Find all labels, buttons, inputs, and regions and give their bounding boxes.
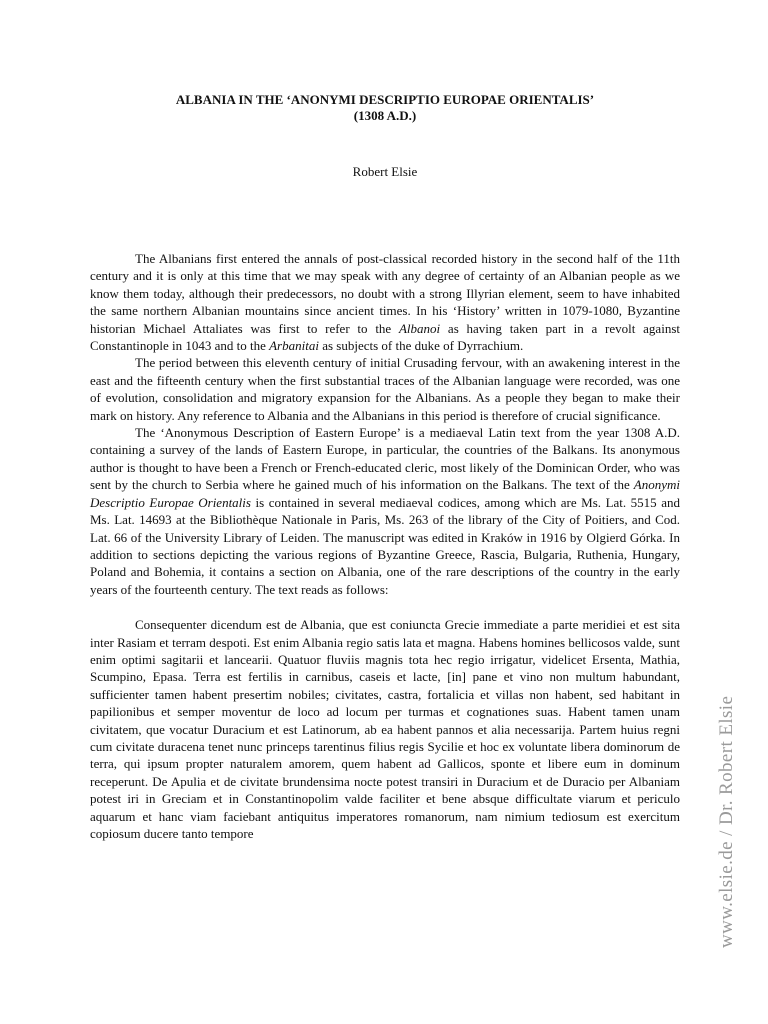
paragraph-3-text-a: The ‘Anonymous Description of Eastern Europe’ is a mediaeval Latin text from the year 1308 A.D. containing a survey of the lands of Eastern Europe, in particular, the countries of the Balkans. Its anonymous author is thought to have been a French or French-educated cleric, most likely of the Dominican Order, who was sent by the church to Serbia where he gained much of his information on the Balkans. The text of the <box>90 425 680 493</box>
paragraph-1-text-a: The Albanians first entered the annals of post-classical recorded history in the second half of the 11th century and it is only at this time that we may speak with any degree of certainty of an Albanian people as we know them today, although their predecessors, no doubt with a strong Illyrian element, seem to have inhabited the same northern Albanian mountains since ancient times. In his ‘History’ written in 1079-1080, Byzantine historian Michael Attaliates was first to refer to the <box>90 251 680 336</box>
author-name: Robert Elsie <box>352 164 418 179</box>
paragraph-1 <box>90 250 680 354</box>
paragraph-3-text-b: is contained in several mediaeval codices, among which are Ms. Lat. 5515 and Ms. Lat. 14693 at the Bibliothèque Nationale in Paris, Ms. 263 of the library of the City of Poitiers, and Cod. Lat. 66 of the University Library of Leiden. The manuscript was edited in Kraków in 1916 by Olgierd Górka. In addition to sections depicting the various regions of Byzantine Greece, Rascia, Bulgaria, Ruthenia, Hungary, Poland and Bohemia, it contains a section on Albania, one of the rare descriptions of the country in the early years of the fourteenth century. The text reads as follows: <box>90 494 680 597</box>
latin-quote-paragraph: Consequenter dicendum est de Albania, que est coniuncta Grecie immediate a parte meridiei et est sita inter Rasiam et terram despoti. Est enim Albania regio satis lata et magna. Habens homines bellicosos valde, sunt enim optimi sagitarii et lancearii. Quatuor fluviis magnis tota hec regio irrigatur, videlicet Ersenta, Mathia, Scumpino, Epasa. Terra est fertilis in carnibus, caseis et lacte, [in] pane et vino non multum habundant, sufficienter tamen habent presertim nobiles; civitates, castra, fortalicia et villas non habent, sed habitant in papilionibus et semper moventur de loco ad locum per turmas et cognationes suas. Habent tamen unam civitatem, que vocatur Duracium et est Latinorum, ab ea habent pannos et alia necessarija. Partem huius regni cum civitate duracena tenet nunc princeps tarentinus filius regis Sycilie et hoc ex voluntate libera dominorum de terra, qui ipsum propter naturalem amorem, quem habent ad Gallicos, sponte et libere eum in dominum receperunt. De Apulia et de civitate brundensima nocte potest transiri in Duracium et de Duracio per Albaniam potest iri in Greciam et in Constantinopolim valde faciliter et bene absque difficultate viarum et periculo aquarum et hanc viam faciebant antiquitus imperatores romanorum, nam nimium tediosum est exercitum copiosum ducere tanto tempore <box>90 617 680 841</box>
paragraph-3-italic-title: Anonymi Descriptio Europae Orientalis <box>90 477 680 510</box>
title-line-1: ALBANIA IN THE ‘ANONYMI DESCRIPTIO EUROPAE ORIENTALIS’ <box>175 92 595 107</box>
paragraph-3 <box>90 424 680 598</box>
paragraph-1-text-b: as having taken part in a revolt against Constantinople in 1043 and to the <box>90 320 680 354</box>
document-title <box>90 92 680 124</box>
paragraph-1-italic-albanoi: Albanoi <box>398 320 441 336</box>
paragraph-1-italic-arbanitai: Arbanitai <box>269 338 319 354</box>
document-page <box>90 92 680 842</box>
paragraph-1-text-c: as subjects of the duke of Dyrrachium. <box>318 338 524 354</box>
title-line-2: (1308 A.D.) <box>353 108 417 123</box>
paragraph-2: The period between this eleventh century of initial Crusading fervour, with an awakening interest in the east and the fifteenth century when the first substantial traces of the Albanian language were recorded, was one of evolution, consolidation and migratory expansion for the Albanians. As a people they began to make their mark on history. Any reference to Albania and the Albanians in this period is therefore of crucial significance. <box>90 355 680 423</box>
document-body <box>90 250 680 842</box>
watermark-text: www.elsie.de / Dr. Robert Elsie <box>716 695 737 948</box>
